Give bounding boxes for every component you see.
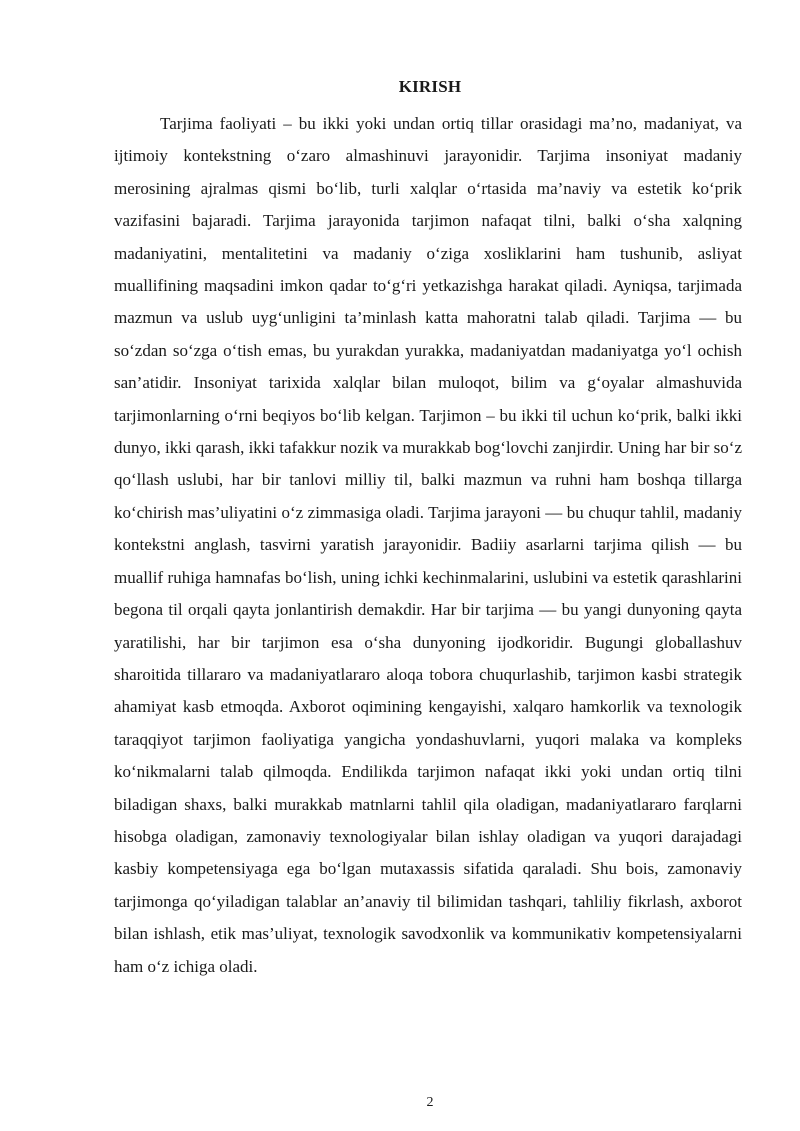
section-heading: KIRISH	[398, 77, 462, 96]
page-number: 2	[426, 1095, 434, 1110]
body-paragraph: Tarjima faoliyati – bu ikki yoki undan ortiq tillar orasidagi ma’no, madaniyat, va ijtimoiy kontekstning o‘zaro almashinuvi jarayonidir. Tarjima insoniyat madaniy merosining ajralmas qismi bo‘lib, turli xalqlar o‘rtasida ma’naviy va estetik ko‘prik vazifasini bajaradi. Tarjima jarayonida tarjimon nafaqat tilni, balki o‘sha xalqning madaniyatini, mentalitetini va madaniy o‘ziga xosliklarini ham tushunib, asliyat muallifining maqsadini imkon qadar to‘g‘ri yetkazishga harakat qiladi. Ayniqsa, tarjimada mazmun va uslub uyg‘unligini ta’minlash katta mahoratni talab qiladi. Tarjima — bu so‘zdan so‘zga o‘tish emas, bu yurakdan yurakka, madaniyatdan madaniyatga yo‘l ochish san’atidir. Insoniyat tarixida xalqlar bilan muloqot, bilim va g‘oyalar almashuvida tarjimonlarning o‘rni beqiyos bo‘lib kelgan. Tarjimon – bu ikki til uchun ko‘prik, balki ikki dunyo, ikki qarash, ikki tafakkur nozik va murakkab bog‘lovchi zanjirdir. Uning har bir so‘z qo‘llash uslubi, har bir tanlovi milliy til, balki mazmun va ruhni ham boshqa tillarga ko‘chirish mas’uliyatini o‘z zimmasiga oladi. Tarjima jarayoni — bu chuqur tahlil, madaniy kontekstni anglash, tasvirni yaratish jarayonidir. Badiiy asarlarni tarjima qilish — bu muallif ruhiga hamnafas bo‘lish, uning ichki kechinmalarini, uslubini va estetik qarashlarini begona til orqali qayta jonlantirish demakdir. Har bir tarjima — bu yangi dunyoning qayta yaratilishi, har bir tarjimon esa o‘sha dunyoning ijodkoridir. Bugungi globallashuv sharoitida tillararo va madaniyatlararo aloqa tobora chuqurlashib, tarjimon kasbi strategik ahamiyat kasb etmoqda. Axborot oqimining kengayishi, xalqaro hamkorlik va texnologik taraqqiyot tarjimon faoliyatiga yangicha yondashuvlarni, yuqori malaka va kompleks ko‘nikmalarni talab qilmoqda. Endilikda tarjimon nafaqat ikki yoki undan ortiq tilni biladigan shaxs, balki murakkab matnlarni tahlil qila oladigan, madaniyatlararo farqlarni hisobga oladigan, zamonaviy texnologiyalar bilan ishlay oladigan va yuqori darajadagi kasbiy kompetensiyaga ega bo‘lgan mutaxassis sifatida qaraladi. Shu bois, zamonaviy tarjimonga qo‘yiladigan talablar an’anaviy til bilimidan tashqari, tahliliy fikrlash, axborot bilan ishlash, etik mas’uliyat, texnologik savodxonlik va kommunikativ kompetensiyalarni ham o‘z ichiga oladi.	[114, 114, 742, 976]
